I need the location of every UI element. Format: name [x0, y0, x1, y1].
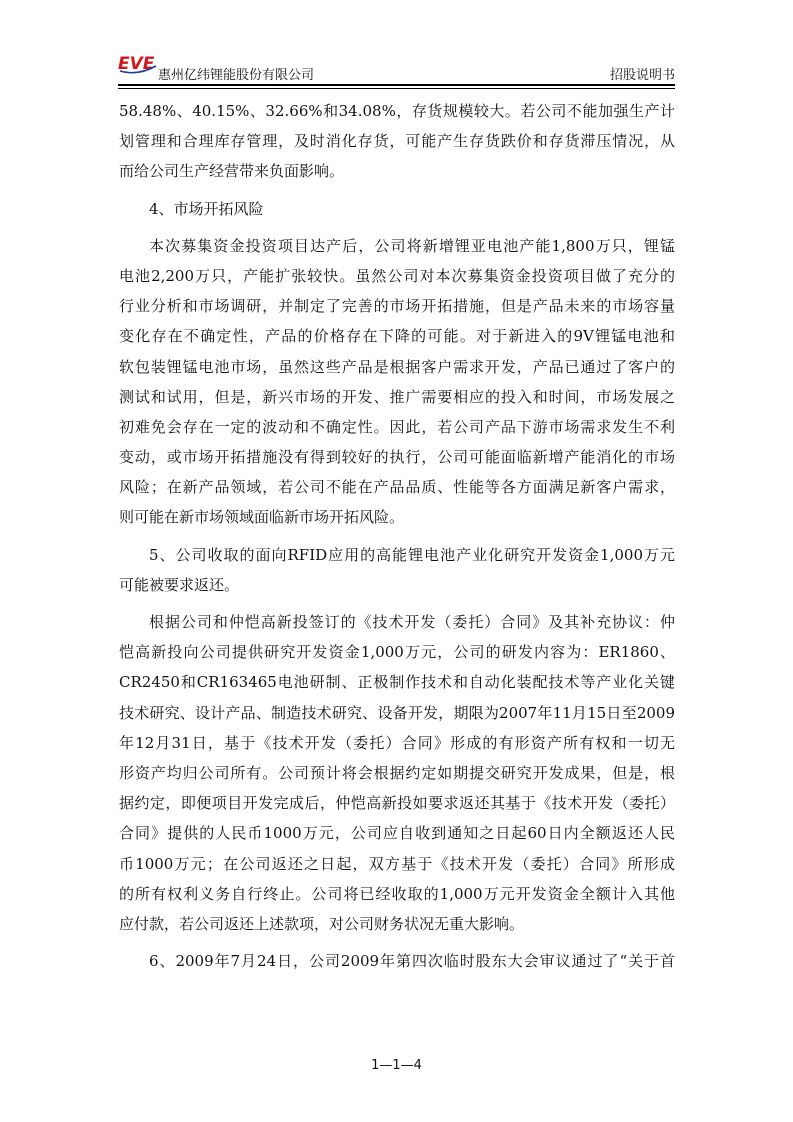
text-line: 软包装锂锰电池市场，虽然这些产品是根据客户需求开发，产品已通过了客户的: [119, 357, 675, 376]
eve-logo: [118, 52, 158, 74]
text-line: 初难免会存在一定的波动和不确定性。因此，若公司产品下游市场需求发生不利: [119, 417, 675, 436]
text-line: 的所有权利义务自行终止。公司将已经收取的1,000万元开发资金全额计入其他: [119, 884, 675, 903]
text-line: 而给公司生产经营带来负面影响。: [119, 162, 345, 181]
text-line: 电池2,200万只，产能扩张较快。虽然公司对本次募集资金投资项目做了充分的: [119, 266, 675, 285]
text-line: 变化存在不确定性，产品的价格存在下降的可能。对于新进入的9V锂锰电池和: [119, 327, 675, 346]
header-rule-thin: [118, 88, 675, 89]
text-line: 则可能在新市场领域面临新市场开拓风险。: [119, 508, 405, 527]
section-heading: [119, 194, 675, 224]
body-text: [119, 96, 675, 976]
text-line: 本次募集资金投资项目达产后，公司将新增锂亚电池产能1,800万只，锂锰: [149, 236, 675, 255]
text-line: 合同》提供的人民币1000万元，公司应自收到通知之日起60日内全额返还人民: [119, 824, 675, 843]
document-type: 招股说明书: [609, 68, 675, 83]
text-line: 恺高新投向公司提供研究开发资金1,000万元，公司的研发内容为：ER1860、: [119, 643, 675, 662]
text-line: 币1000万元；在公司返还之日起，双方基于《技术开发（委托）合同》所形成: [119, 854, 675, 873]
text-line: 5、公司收取的面向RFID应用的高能锂电池产业化研究开发资金1,000万元: [149, 545, 675, 564]
text-line: 6、2009年7月24日，公司2009年第四次临时股东大会审议通过了“关于首: [149, 952, 675, 971]
text-line: 技术研究、设计产品、制造技术研究、设备开发，期限为2007年11月15日至2009: [119, 703, 675, 722]
paragraph: [119, 96, 675, 187]
text-line: 测试和试用，但是，新兴市场的开发、推广需要相应的投入和时间，市场发展之: [119, 387, 675, 406]
text-line: 可能被要求返还。: [119, 575, 240, 594]
section-heading: [119, 946, 675, 976]
text-line: 应付款，若公司返还上述款项，对公司财务状况无重大影响。: [119, 914, 525, 933]
paragraph: [119, 231, 675, 533]
text-line: CR2450和CR163465电池研制、正极制作技术和自动化装配技术等产业化关键: [119, 673, 675, 692]
text-line: 行业分析和市场调研，并制定了完善的市场开拓措施，但是产品未来的市场容量: [119, 297, 675, 316]
text-line: 风险；在新产品领域，若公司不能在产品品质、性能等各方面满足新客户需求，: [119, 478, 675, 497]
section-heading: [119, 540, 675, 600]
text-line: 4、市场开拓风险: [149, 199, 264, 218]
text-line: 58.48%、40.15%、32.66%和34.08%，存货规模较大。若公司不能加强生产计: [119, 102, 675, 120]
text-line: 变动，或市场开拓措施没有得到较好的执行，公司可能面临新增产能消化的市场: [119, 448, 675, 467]
text-line: 划管理和合理库存管理，及时消化存货，可能产生存货跌价和存货滞压情况，从: [119, 132, 675, 151]
paragraph: [119, 607, 675, 939]
header-rule-thick: [118, 84, 675, 86]
text-line: 据约定，即便项目开发完成后，仲恺高新投如要求返还其基于《技术开发（委托）: [119, 794, 675, 813]
text-line: 形资产均归公司所有。公司预计将会根据约定如期提交研究开发成果，但是，根: [119, 763, 675, 782]
company-name: 惠州亿纬锂能股份有限公司: [158, 68, 315, 83]
page-header: [118, 50, 675, 84]
text-line: 年12月31日，基于《技术开发（委托）合同》形成的有形资产所有权和一切无: [119, 733, 675, 752]
logo-text: EVE: [118, 54, 155, 74]
text-line: 根据公司和仲恺高新投签订的《技术开发（委托）合同》及其补充协议：仲: [149, 613, 675, 631]
page-number: 1—1—4: [371, 1058, 422, 1073]
